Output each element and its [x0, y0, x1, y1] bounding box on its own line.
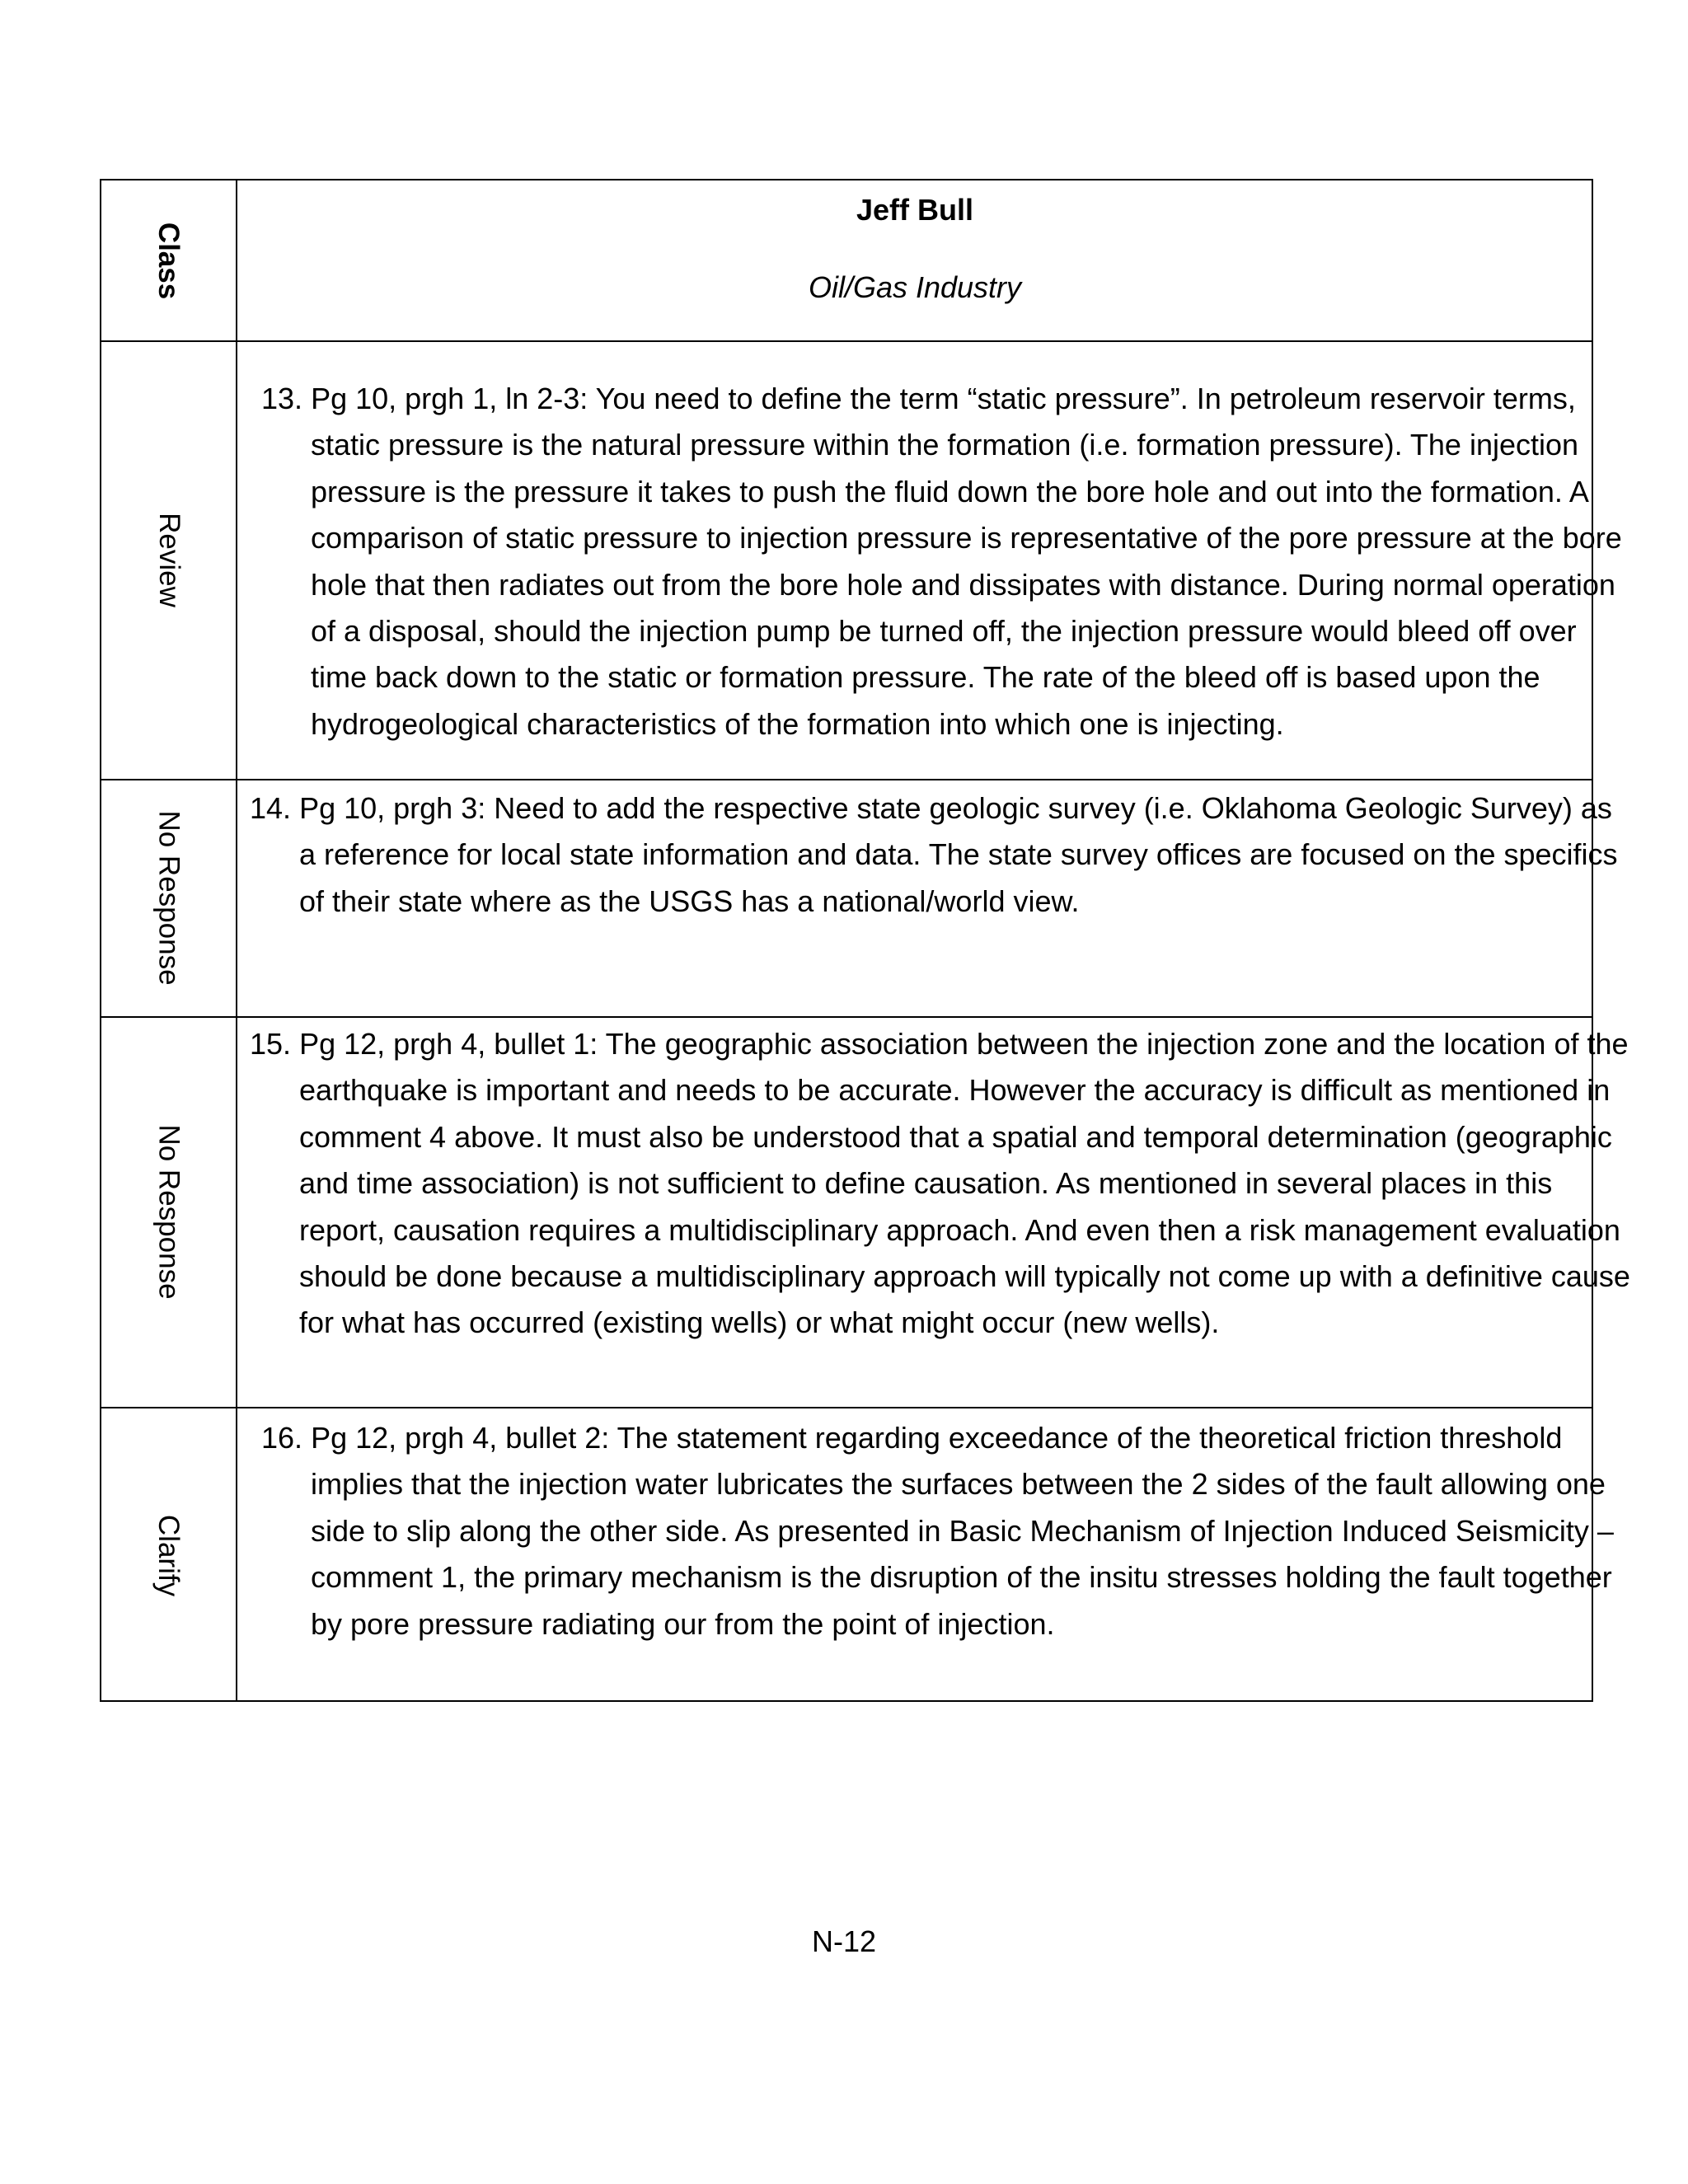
class-header-label: Class	[152, 222, 185, 299]
comment-number: 16.	[261, 1421, 303, 1455]
class-label: Review	[152, 512, 185, 607]
comment-body: Pg 10, prgh 3: Need to add the respective state geologic survey (i.e. Oklahoma Geologic Survey) as a reference for local state information and data. The state survey offices are focused on the specifics of their state where as the USGS has a national/world view.	[299, 791, 1618, 918]
comment-body: Pg 12, prgh 4, bullet 2: The statement regarding exceedance of the theoretical friction threshold implies that the injection water lubricates the surfaces between the 2 sides of the fault allowing one side to slip along the other side. As presented in Basic Mechanism of Injection Induced Seismicity – comment 1, the primary mechanism is the disruption of the insitu stresses holding the fault together by pore pressure radiating our from the point of injection.	[311, 1421, 1614, 1641]
row-divider	[101, 340, 1592, 342]
comment-text-14	[250, 785, 1618, 925]
class-cell-no-response	[101, 779, 237, 1016]
row-divider	[101, 1407, 1592, 1408]
class-cell-clarify	[101, 1407, 237, 1704]
class-header-cell	[101, 180, 237, 340]
comment-body: Pg 12, prgh 4, bullet 1: The geographic association between the injection zone and the location of the earthquake is important and needs to be accurate. However the accuracy is difficult as mentioned in comment 4 above. It must also be understood that a spatial and temporal determination (geographic and time association) is not sufficient to define causation. As mentioned in several places in this report, causation requires a multidisciplinary approach. And even then a risk management evaluation should be done because a multidisciplinary approach will typically not come up with a definitive cause for what has occurred (existing wells) or what might occur (new wells).	[299, 1027, 1630, 1340]
comment-table	[100, 179, 1630, 1702]
class-cell-review	[101, 340, 237, 779]
comment-text-16	[261, 1415, 1629, 1647]
class-label: No Response	[152, 1123, 185, 1300]
class-cell-no-response	[101, 1016, 237, 1407]
reviewer-affiliation: Oil/Gas Industry	[808, 270, 1022, 304]
comment-text-13	[261, 376, 1629, 748]
reviewer-name: Jeff Bull	[856, 193, 973, 227]
comment-number: 14.	[250, 791, 292, 825]
row-divider	[101, 1016, 1592, 1018]
row-divider	[101, 779, 1592, 780]
comment-body: Pg 10, prgh 1, ln 2-3: You need to define the term “static pressure”. In petroleum reservoir terms, static pressure is the natural pressure within the formation (i.e. formation pressure). The injection pressure is the pressure it takes to push the fluid down the bore hole and out into the formation. A comparison of static pressure to injection pressure is representative of the pore pressure at the bore hole that then radiates out from the bore hole and dissipates with distance. During normal operation of a disposal, should the injection pump be turned off, the injection pressure would bleed off over time back down to the static or formation pressure. The rate of the bleed off is based upon the hydrogeological characteristics of the formation into which one is injecting.	[311, 382, 1622, 741]
page-number: N-12	[811, 1924, 877, 1958]
class-label: Clarify	[152, 1514, 185, 1596]
class-label: No Response	[152, 809, 185, 986]
comment-number: 13.	[261, 382, 303, 415]
comment-text-15	[250, 1021, 1634, 1347]
comment-number: 15.	[250, 1027, 292, 1061]
